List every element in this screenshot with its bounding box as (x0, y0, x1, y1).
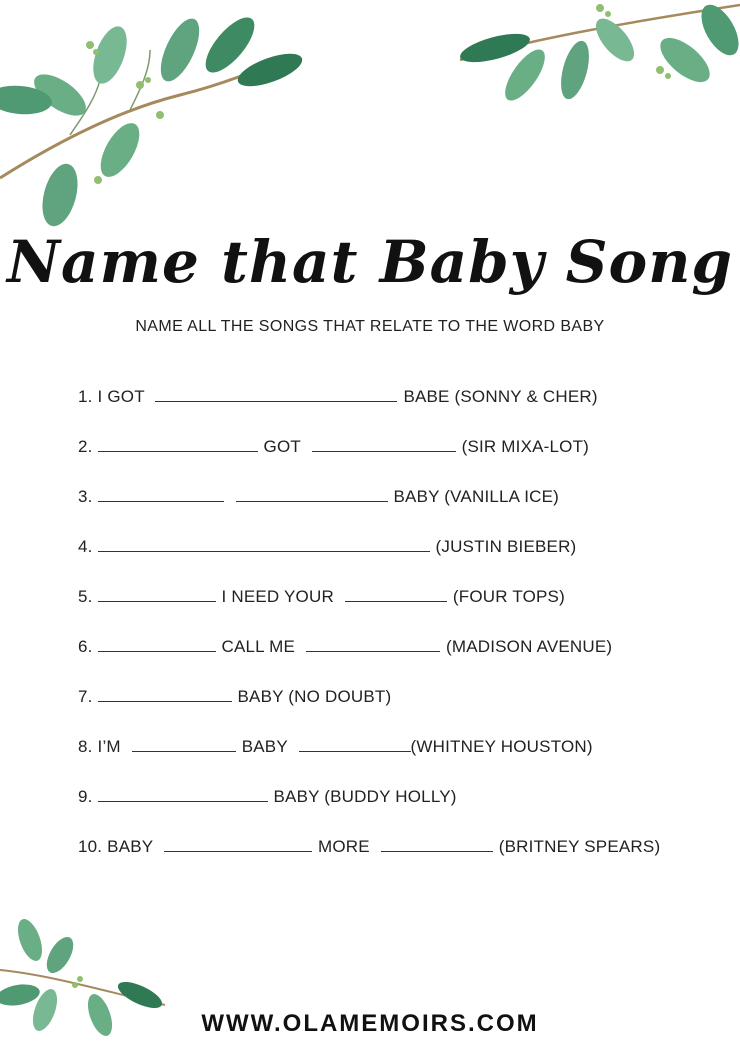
question-3 (78, 484, 718, 534)
question-text: (BRITNEY SPEARS) (498, 837, 661, 856)
question-text: MORE (317, 837, 370, 856)
question-text: (JUSTIN BIEBER) (435, 537, 577, 556)
question-text: I NEED YOUR (221, 587, 334, 606)
questions-list (78, 384, 718, 884)
question-2 (78, 434, 718, 484)
question-number: 1. (78, 387, 93, 406)
question-text: BABY (BUDDY HOLLY) (273, 787, 457, 806)
question-text: I GOT (97, 387, 145, 406)
website-footer[interactable]: WWW.OLAMEMOIRS.COM (201, 1010, 539, 1037)
answer-blank[interactable] (164, 838, 312, 852)
answer-blank[interactable] (98, 788, 268, 802)
question-number: 8. (78, 737, 93, 756)
question-number: 10. (78, 837, 103, 856)
answer-blank[interactable] (236, 488, 388, 502)
question-7 (78, 684, 718, 734)
page-subtitle: NAME ALL THE SONGS THAT RELATE TO THE WORD BABY (135, 318, 605, 335)
question-text: BABY (NO DOUBT) (237, 687, 392, 706)
question-1 (78, 384, 718, 434)
question-number: 7. (78, 687, 93, 706)
question-text: I’M (97, 737, 121, 756)
question-text: (FOUR TOPS) (452, 587, 565, 606)
question-text: GOT (263, 437, 301, 456)
answer-blank[interactable] (98, 588, 216, 602)
answer-blank[interactable] (98, 638, 216, 652)
answer-blank[interactable] (299, 738, 411, 752)
question-text: BABY (VANILLA ICE) (393, 487, 559, 506)
question-text: (SIR MIXA-LOT) (461, 437, 590, 456)
eucalyptus-branch-top-left-icon (0, 0, 320, 240)
page-title: Name that Baby Song (7, 228, 733, 296)
question-text: BABY (241, 737, 288, 756)
question-9 (78, 784, 718, 834)
answer-blank[interactable] (132, 738, 236, 752)
question-text: BABY (107, 837, 154, 856)
question-number: 3. (78, 487, 93, 506)
answer-blank[interactable] (312, 438, 456, 452)
question-text: (WHITNEY HOUSTON) (410, 737, 593, 756)
question-6 (78, 634, 718, 684)
answer-blank[interactable] (98, 438, 258, 452)
answer-blank[interactable] (306, 638, 440, 652)
answer-blank[interactable] (155, 388, 397, 402)
answer-blank[interactable] (98, 688, 232, 702)
question-number: 5. (78, 587, 93, 606)
answer-blank[interactable] (98, 488, 224, 502)
question-number: 9. (78, 787, 93, 806)
question-4 (78, 534, 718, 584)
question-text: BABE (SONNY & CHER) (403, 387, 598, 406)
answer-blank[interactable] (381, 838, 493, 852)
question-10 (78, 834, 718, 884)
question-number: 6. (78, 637, 93, 656)
question-5 (78, 584, 718, 634)
answer-blank[interactable] (345, 588, 447, 602)
question-number: 2. (78, 437, 93, 456)
eucalyptus-branch-top-right-icon (450, 0, 740, 120)
question-number: 4. (78, 537, 93, 556)
question-text: CALL ME (221, 637, 296, 656)
answer-blank[interactable] (98, 538, 430, 552)
question-text: (MADISON AVENUE) (445, 637, 613, 656)
question-8 (78, 734, 718, 784)
